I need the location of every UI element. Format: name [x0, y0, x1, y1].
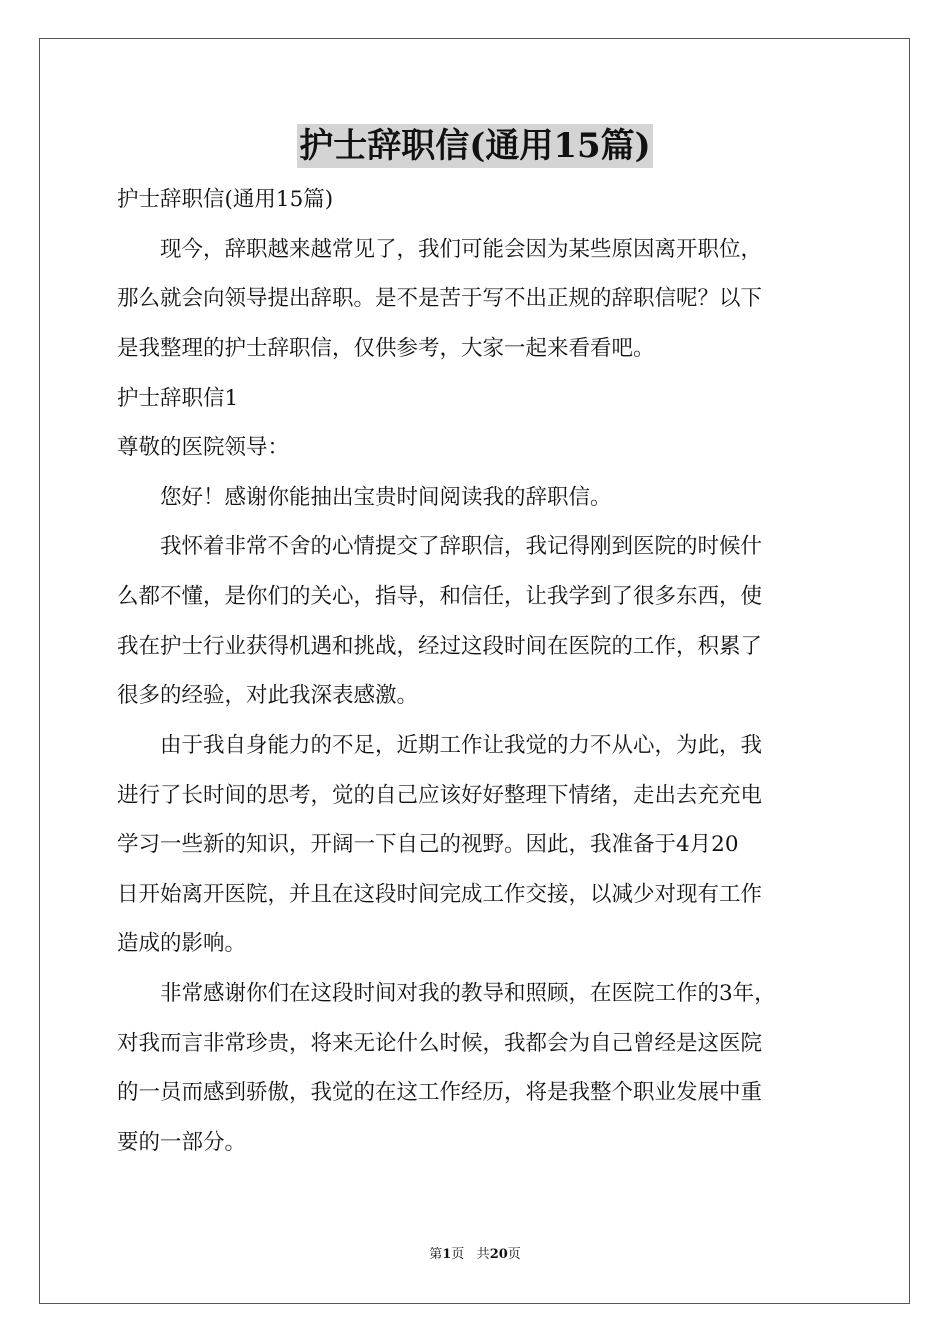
page-footer [0, 1246, 950, 1264]
paragraph-line: 由于我自身能力的不足，近期工作让我觉的力不从心，为此，我 [117, 733, 763, 758]
paragraph-line: 对我而言非常珍贵，将来无论什么时候，我都会为自己曾经是这医院 [117, 1031, 763, 1056]
page-number: 1 [442, 1247, 452, 1262]
paragraph-line: 学习一些新的知识，开阔一下自己的视野。因此，我准备于4月20 [117, 832, 739, 857]
paragraph-line: 很多的经验，对此我深表感激。 [117, 683, 419, 708]
section-heading: 护士辞职信1 [117, 386, 239, 411]
subtitle-line: 护士辞职信(通用15篇) [117, 187, 334, 212]
page-suffix: 页 [451, 1247, 465, 1262]
salutation: 尊敬的医院领导： [117, 435, 290, 460]
paragraph-line: 那么就会向领导提出辞职。是不是苦于写不出正规的辞职信呢？以下 [117, 286, 763, 311]
paragraph-line: 日开始离开医院，并且在这段时间完成工作交接，以减少对现有工作 [117, 882, 763, 907]
total-pages: 20 [489, 1247, 508, 1262]
paragraph-line: 您好！感谢你能抽出宝贵时间阅读我的辞职信。 [117, 485, 612, 510]
paragraph-line: 我在护士行业获得机遇和挑战，经过这段时间在医院的工作，积累了 [117, 634, 763, 659]
page-border [39, 38, 910, 1304]
paragraph-line: 是我整理的护士辞职信，仅供参考，大家一起来看看吧。 [117, 336, 655, 361]
total-prefix: 共 [476, 1247, 490, 1262]
paragraph-line: 现今，辞职越来越常见了，我们可能会因为某些原因离开职位， [117, 237, 763, 262]
paragraph-line: 要的一部分。 [117, 1130, 247, 1155]
document-title: 护士辞职信(通用15篇) [299, 126, 651, 166]
paragraph-line: 进行了长时间的思考，觉的自己应该好好整理下情绪，走出去充充电 [117, 783, 763, 808]
page-prefix: 第 [429, 1247, 443, 1262]
paragraph-line: 非常感谢你们在这段时间对我的教导和照顾，在医院工作的3年， [117, 981, 776, 1006]
paragraph-line: 我怀着非常不舍的心情提交了辞职信，我记得刚到医院的时候什 [117, 534, 763, 559]
total-suffix: 页 [507, 1247, 521, 1262]
paragraph-line: 造成的影响。 [117, 931, 247, 956]
paragraph-line: 的一员而感到骄傲，我觉的在这工作经历，将是我整个职业发展中重 [117, 1080, 763, 1105]
paragraph-line: 么都不懂，是你们的关心，指导，和信任，让我学到了很多东西，使 [117, 584, 763, 609]
